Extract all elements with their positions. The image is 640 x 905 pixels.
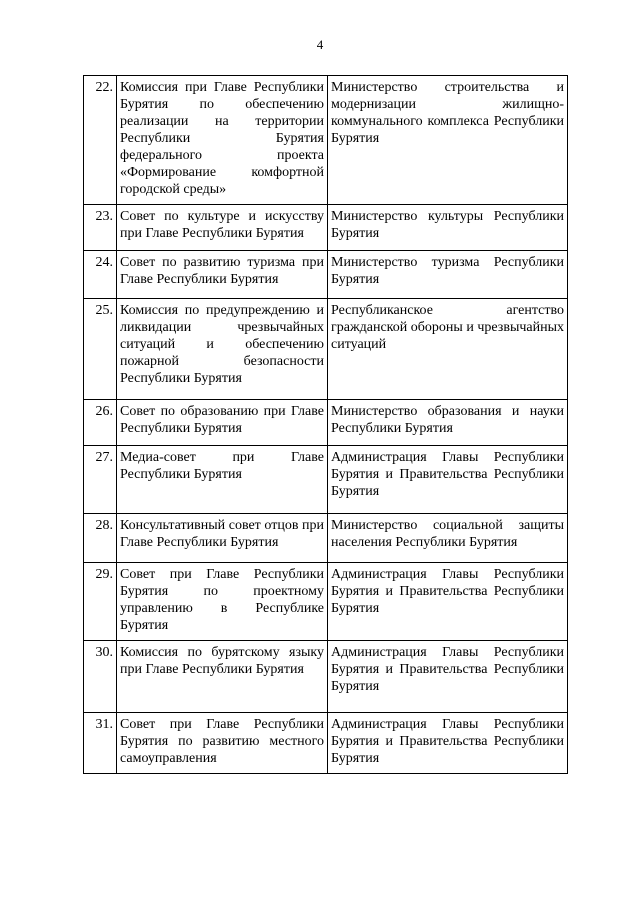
row-number: 25.: [84, 299, 117, 400]
table-row: [84, 299, 568, 400]
table-row: [84, 563, 568, 641]
council-name: Совет по развитию туризма при Главе Республики Бурятия: [117, 251, 328, 299]
row-number: 30.: [84, 641, 117, 713]
table-row: [84, 713, 568, 774]
responsible-body: Министерство строительства и модернизации жилищно-коммунального комплекса Республики Бурятия: [328, 76, 568, 205]
table-row: [84, 446, 568, 514]
table-row: [84, 251, 568, 299]
council-name: Комиссия при Главе Республики Бурятия по обеспечению реализации на территории Республики Бурятия федерального проекта «Формирование комфортной городской среды»: [117, 76, 328, 205]
row-number: 28.: [84, 514, 117, 563]
page-number: 4: [316, 37, 324, 52]
row-number: 31.: [84, 713, 117, 774]
table-row: [84, 514, 568, 563]
responsible-body: Администрация Главы Республики Бурятия и Правительства Республики Бурятия: [328, 641, 568, 713]
responsible-body: Министерство социальной защиты населения Республики Бурятия: [328, 514, 568, 563]
responsible-body: Администрация Главы Республики Бурятия и Правительства Республики Бурятия: [328, 446, 568, 514]
council-name: Комиссия по бурятскому языку при Главе Республики Бурятия: [117, 641, 328, 713]
council-name: Совет по образованию при Главе Республики Бурятия: [117, 400, 328, 446]
council-name: Совет при Главе Республики Бурятия по развитию местного самоуправления: [117, 713, 328, 774]
responsible-body: Министерство образования и науки Республики Бурятия: [328, 400, 568, 446]
responsible-body: Администрация Главы Республики Бурятия и Правительства Республики Бурятия: [328, 713, 568, 774]
council-name: Совет при Главе Республики Бурятия по проектному управлению в Республике Бурятия: [117, 563, 328, 641]
council-name: Совет по культуре и искусству при Главе Республики Бурятия: [117, 205, 328, 251]
council-name: Консультативный совет отцов при Главе Республики Бурятия: [117, 514, 328, 563]
responsible-body: Министерство культуры Республики Бурятия: [328, 205, 568, 251]
responsible-body: Министерство туризма Республики Бурятия: [328, 251, 568, 299]
table-row: [84, 641, 568, 713]
row-number: 22.: [84, 76, 117, 205]
responsible-body: Администрация Главы Республики Бурятия и Правительства Республики Бурятия: [328, 563, 568, 641]
table-row: [84, 400, 568, 446]
council-name: Комиссия по предупреждению и ликвидации чрезвычайных ситуаций и обеспечению пожарной безопасности Республики Бурятия: [117, 299, 328, 400]
table-row: [84, 205, 568, 251]
responsible-body: Республиканское агентство гражданской обороны и чрезвычайных ситуаций: [328, 299, 568, 400]
row-number: 27.: [84, 446, 117, 514]
row-number: 24.: [84, 251, 117, 299]
councils-table: [83, 75, 568, 774]
row-number: 26.: [84, 400, 117, 446]
table-row: [84, 76, 568, 205]
row-number: 23.: [84, 205, 117, 251]
council-name: Медиа-совет при Главе Республики Бурятия: [117, 446, 328, 514]
row-number: 29.: [84, 563, 117, 641]
